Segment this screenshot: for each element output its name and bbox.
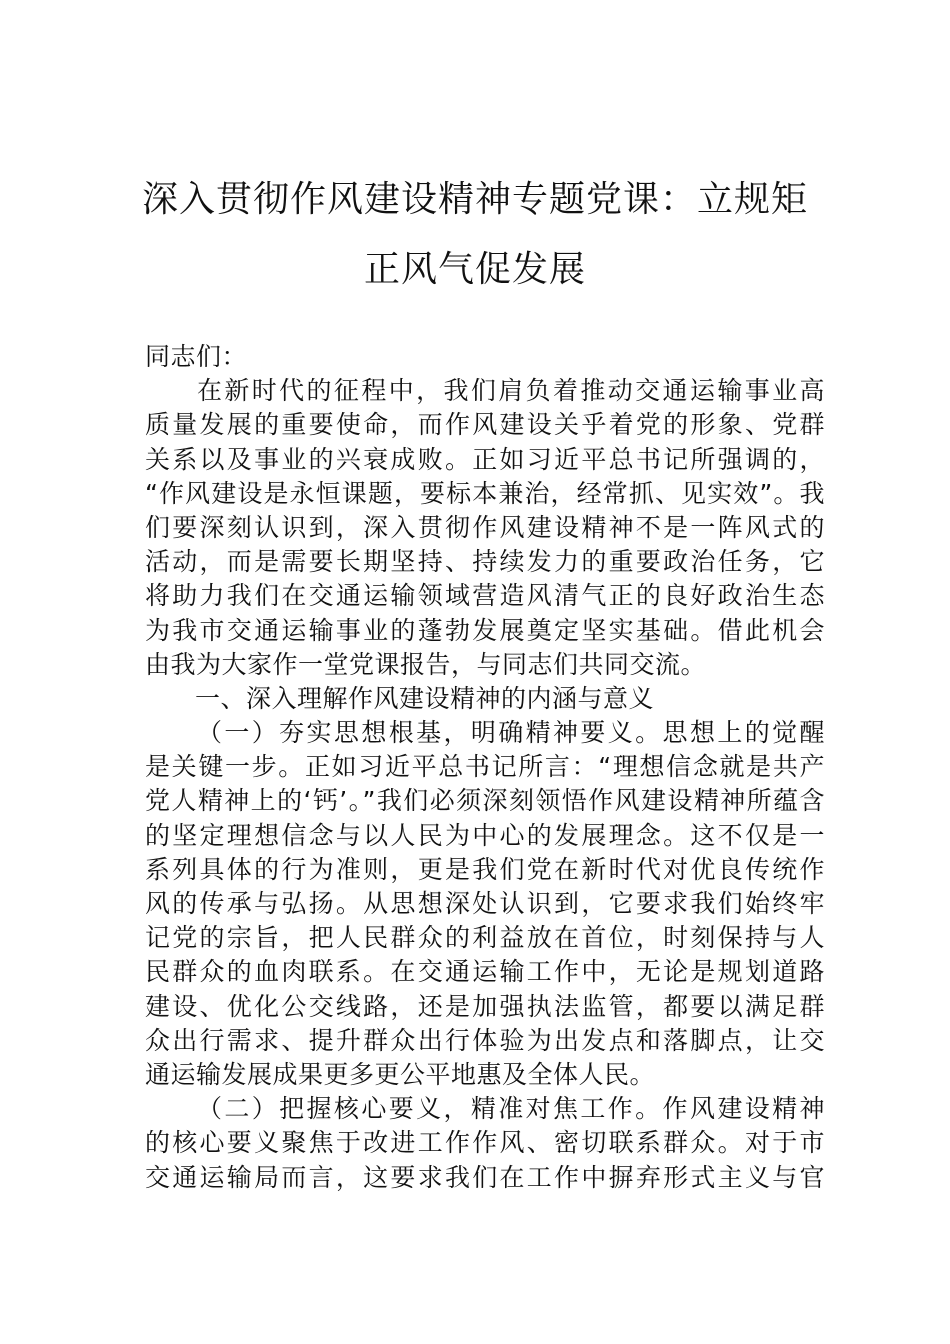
paragraph-line: （二）把握核心要义，精准对焦工作。作风建设精神: [197, 1094, 825, 1124]
paragraph-line: 众出行需求、提升群众出行体验为出发点和落脚点，让交: [145, 1025, 825, 1055]
salutation: 同志们：: [145, 342, 248, 371]
paragraph-line: 们要深刻认识到，深入贯彻作风建设精神不是一阵风式的: [145, 512, 825, 542]
paragraph-line: 系列具体的行为准则，更是我们党在新时代对优良传统作: [145, 854, 825, 884]
paragraph-line: 在新时代的征程中，我们肩负着推动交通运输事业高: [197, 376, 825, 406]
paragraph-line: 由我为大家作一堂党课报告，与同志们共同交流。: [145, 649, 707, 679]
paragraph-line: （一）夯实思想根基，明确精神要义。思想上的觉醒: [197, 718, 825, 748]
paragraph-line: 风的传承与弘扬。从思想深处认识到，它要求我们始终牢: [145, 889, 825, 918]
document-title-line-2: 正风气促发展: [363, 249, 586, 290]
paragraph-line: 民群众的血肉联系。在交通运输工作中，无论是规划道路: [145, 957, 825, 987]
paragraph-line: 记党的宗旨，把人民群众的利益放在首位，时刻保持与人: [145, 923, 825, 953]
document-body: [145, 340, 825, 1195]
paragraph-line: 的核心要义聚焦于改进工作作风、密切联系群众。对于市: [145, 1128, 825, 1158]
paragraph-line: 通运输发展成果更多更公平地惠及全体人民。: [145, 1059, 656, 1089]
paragraph-line: 党人精神上的‘钙’。”我们必须深刻领悟作风建设精神所蕴含: [145, 786, 825, 816]
document-title-line-1: 深入贯彻作风建设精神专题党课：立规矩: [141, 179, 808, 220]
paragraph-line: 的坚定理想信念与以人民为中心的发展理念。这不仅是一: [145, 820, 825, 850]
paragraph-line: 交通运输局而言，这要求我们在工作中摒弃形式主义与官: [145, 1162, 825, 1192]
paragraph-line: 活动，而是需要长期坚持、持续发力的重要政治任务，它: [145, 547, 825, 577]
paragraph-line: 为我市交通运输事业的蓬勃发展奠定坚实基础。借此机会: [145, 615, 825, 645]
section-heading: 一、深入理解作风建设精神的内涵与意义: [195, 683, 655, 713]
paragraph-line: 是关键一步。正如习近平总书记所言：“理想信念就是共产: [145, 752, 825, 782]
paragraph-line: 关系以及事业的兴衰成败。正如习近平总书记所强调的，: [145, 444, 825, 474]
paragraph-line: 建设、优化公交线路，还是加强执法监管，都要以满足群: [145, 991, 825, 1021]
paragraph-line: 将助力我们在交通运输领域营造风清气正的良好政治生态: [145, 581, 825, 611]
paragraph-line: “作风建设是永恒课题，要标本兼治，经常抓、见实效”。我: [145, 478, 825, 508]
paragraph-line: 质量发展的重要使命，而作风建设关乎着党的形象、党群: [145, 410, 825, 440]
